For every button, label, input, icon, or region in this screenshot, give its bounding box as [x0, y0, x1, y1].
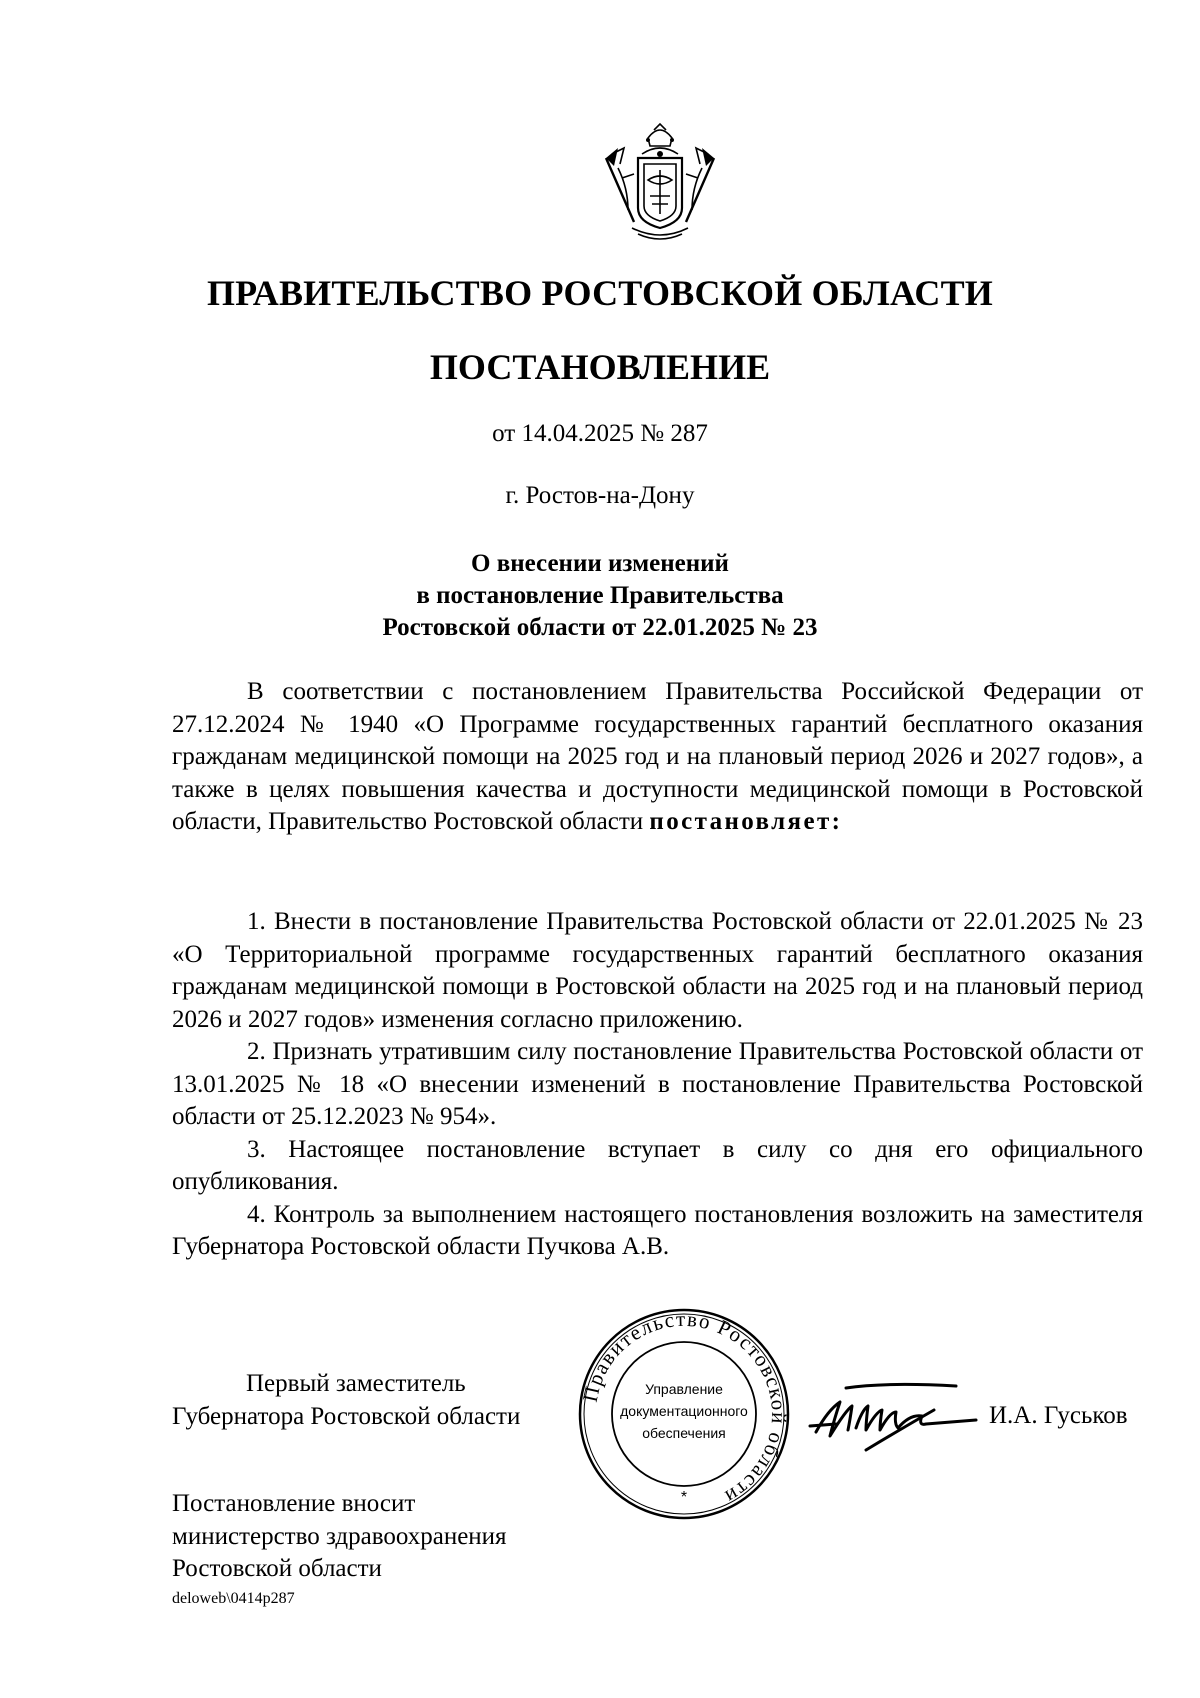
submitter-line-3: Ростовской области [172, 1555, 382, 1582]
stamp-star: * [680, 1489, 688, 1506]
document-date-number: от 14.04.2025 № 287 [492, 420, 708, 447]
official-stamp [576, 1306, 792, 1522]
organization-title: ПРАВИТЕЛЬСТВО РОСТОВСКОЙ ОБЛАСТИ [206, 273, 994, 313]
stamp-outer-text: Правительство Ростовской области [577, 1306, 792, 1510]
signer-position-line-2: Губернатора Ростовской области [172, 1402, 521, 1430]
submitter-block [172, 1488, 507, 1586]
document-reference: deloweb\0414p287 [172, 1590, 295, 1607]
signer-name: И.А. Гуськов [989, 1402, 1128, 1429]
document-type-title: ПОСТАНОВЛЕНИЕ [429, 347, 771, 387]
resolution-item-1: 1. Внести в постановление Правительства Ростовской области от 22.01.2025 № 23 «О Территориальной программе государственных гарантий бесплатного оказания гражданам медицинской помощи в Ростовской области на 2025 год и на плановый период 2026 и 2027 годов» изменения согласно приложению. [172, 908, 1143, 1033]
document-subject [0, 548, 1200, 644]
stamp-inner-line-3: обеспечения [642, 1425, 726, 1441]
subject-line-2: в постановление Правительства [416, 582, 784, 609]
stamp-inner-line-2: документационного [620, 1403, 748, 1419]
handwritten-signature-icon [806, 1380, 982, 1454]
resolution-item-2: 2. Признать утратившим силу постановление Правительства Ростовской области от 13.01.2025 № 18 «О внесении изменений в постановление Правительства Ростовской области от 25.12.2023 № 954». [172, 1038, 1143, 1130]
preamble [172, 676, 1143, 839]
subject-line-3: Ростовской области от 22.01.2025 № 23 [382, 614, 818, 641]
stamp-inner-line-1: Управление [645, 1381, 723, 1397]
submitter-line-2: министерство здравоохранения [172, 1522, 507, 1550]
resolution-item-3: 3. Настоящее постановление вступает в силу со дня его официального опубликования. [172, 1135, 1143, 1195]
signer-position [172, 1368, 520, 1433]
document-city: г. Ростов-на-Дону [505, 482, 695, 509]
preamble-text: В соответствии с постановлением Правительства Российской Федерации от 27.12.2024 № 1940 «О Программе государственных гарантий бесплатного оказания гражданам медицинской помощи на 2025 год и на плановый период 2026 и 2027 годов», а также в целях повышения качества и доступности медицинской помощи в Ростовской области, Правительство Ростовской области [172, 678, 1143, 835]
resolves-word: постановляет: [649, 808, 843, 835]
subject-line-1: О внесении изменений [471, 550, 729, 577]
signer-position-line-1: Первый заместитель [246, 1370, 466, 1397]
resolution-items [172, 906, 1143, 1264]
coat-of-arms-icon [598, 118, 722, 246]
submitter-line-1: Постановление вносит [172, 1490, 416, 1517]
resolution-item-4: 4. Контроль за выполнением настоящего постановления возложить на заместителя Губернатора Ростовской области Пучкова А.В. [172, 1200, 1143, 1260]
